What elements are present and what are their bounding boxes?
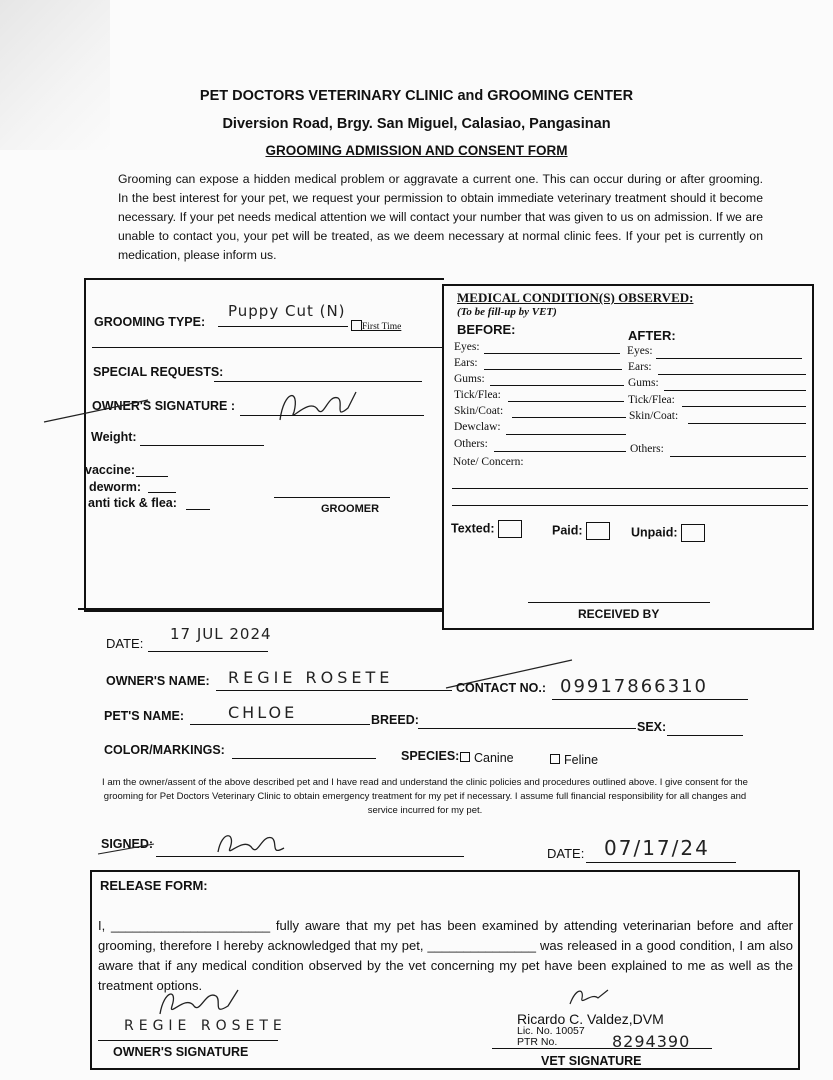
after-others-label: Others: — [630, 443, 664, 455]
owner-name-value[interactable]: REGIE ROSETE — [228, 668, 394, 687]
canine-checkbox[interactable] — [460, 752, 470, 762]
paid-checkbox[interactable] — [586, 522, 610, 540]
first-time-checkbox[interactable] — [351, 320, 362, 331]
date-value[interactable]: 17 JUL 2024 — [170, 625, 272, 643]
medical-subtitle: (To be fill-up by VET) — [457, 306, 557, 318]
form-title: GROOMING ADMISSION AND CONSENT FORM — [265, 143, 568, 158]
grooming-type-label: GROOMING TYPE: — [94, 315, 206, 329]
after-skin-line[interactable] — [688, 423, 806, 424]
contact-value[interactable]: 09917866310 — [560, 676, 708, 697]
before-tick-label: Tick/Flea: — [454, 389, 501, 401]
release-owner-signature-line — [98, 1040, 278, 1041]
before-eyes-label: Eyes: — [454, 341, 480, 353]
vet-signature-line — [492, 1048, 712, 1049]
paid-field[interactable] — [552, 522, 610, 540]
date-label: DATE: — [106, 636, 144, 651]
after-tick-label: Tick/Flea: — [628, 394, 675, 406]
before-skin-line[interactable] — [512, 417, 626, 418]
signed-date-value[interactable]: 07/17/24 — [604, 836, 710, 860]
before-others-label: Others: — [454, 438, 488, 450]
color-label: COLOR/MARKINGS: — [104, 743, 225, 757]
clinic-address: Diversion Road, Brgy. San Miguel, Calasiao, Pangasinan — [222, 116, 611, 132]
after-gums-line[interactable] — [664, 390, 806, 391]
release-title: RELEASE FORM: — [100, 878, 208, 893]
contact-line — [552, 699, 748, 700]
after-gums-label: Gums: — [628, 377, 659, 389]
before-skin-label: Skin/Coat: — [454, 405, 504, 417]
note-line-2[interactable] — [452, 505, 808, 506]
feline-checkbox[interactable] — [550, 754, 560, 764]
weight-label: Weight: — [91, 430, 137, 444]
release-owner-printed-name[interactable]: REGIE ROSETE — [124, 1018, 287, 1034]
texted-field[interactable] — [451, 520, 522, 538]
before-ears-line[interactable] — [484, 369, 622, 370]
contact-label: CONTACT NO.: — [456, 681, 547, 695]
before-label: BEFORE: — [457, 322, 516, 337]
pet-name-line — [190, 724, 370, 725]
pet-name-value[interactable]: CHLOE — [228, 703, 298, 722]
unpaid-field[interactable] — [631, 524, 705, 542]
vet-signature-scribble — [560, 984, 620, 1014]
breed-label: BREED: — [371, 713, 419, 727]
signed-date-label: DATE: — [547, 846, 585, 861]
deworm-line[interactable] — [148, 492, 176, 493]
signed-label: SIGNED: — [101, 837, 154, 851]
date-line — [148, 651, 268, 652]
sex-line[interactable] — [667, 735, 743, 736]
feline-label: Feline — [564, 753, 599, 767]
before-tick-line[interactable] — [508, 401, 624, 402]
after-tick-line[interactable] — [682, 406, 806, 407]
after-label: AFTER: — [628, 328, 676, 343]
feline-option[interactable] — [550, 753, 598, 767]
before-others-line[interactable] — [494, 451, 626, 452]
unpaid-checkbox[interactable] — [681, 524, 705, 542]
after-eyes-line[interactable] — [656, 358, 802, 359]
grooming-type-value[interactable]: Puppy Cut (N) — [228, 302, 346, 320]
before-dewclaw-line[interactable] — [506, 434, 626, 435]
left-panel-bottom — [78, 608, 444, 610]
anti-tick-line[interactable] — [186, 509, 210, 510]
owner-name-line — [216, 690, 452, 691]
before-ears-label: Ears: — [454, 357, 478, 369]
release-owner-signature-label: OWNER'S SIGNATURE — [113, 1045, 249, 1059]
vet-lic-no: Lic. No. 10057 — [517, 1025, 585, 1037]
groomer-line[interactable] — [274, 497, 390, 498]
owner-signature-label: OWNER'S SIGNATURE : — [92, 399, 236, 413]
intro-paragraph: Grooming can expose a hidden medical problem or aggravate a current one. This can occur during or after grooming. In the best interest for your pet, we request your permission to obtain immediate veterinary treatment should it become necessary. If your pet needs medical attention we will contact your number that was given to us on admission. If we are unable to contact you, your pet will be treated, as we deem necessary at normal clinic fees. If your pet is currently on medication, please inform us. — [118, 172, 763, 262]
owner-name-label: OWNER'S NAME: — [106, 674, 210, 688]
color-line[interactable] — [232, 758, 376, 759]
vaccine-line[interactable] — [136, 476, 168, 477]
signed-line[interactable] — [156, 856, 464, 857]
note-line-1[interactable] — [452, 488, 808, 489]
deworm-label: deworm: — [89, 480, 142, 494]
grooming-type-line — [218, 326, 348, 327]
after-ears-line[interactable] — [658, 374, 806, 375]
species-label: SPECIES: — [401, 749, 460, 763]
canine-label: Canine — [474, 751, 514, 765]
after-others-line[interactable] — [670, 456, 806, 457]
consent-paragraph: I am the owner/assent of the above described pet and I have read and understand the clinic policies and procedures outlined above. I give consent for the grooming for Pet Doctors Veterinary Clinic to obtain emergency treatment for my pet if necessary. I assume full financial responsibility for all changes and service incurred for my pet. — [102, 777, 748, 816]
clinic-name: PET DOCTORS VETERINARY CLINIC and GROOMING CENTER — [199, 88, 634, 104]
owner-signature-scribble — [38, 380, 398, 430]
release-paragraph: I, ______________________ fully aware that my pet has been examined by attending veterinarian before and after grooming, therefore I hereby acknowledged that my pet, _______________ was released in a good condition, I am also aware that if any medical condition observed by the vet concerning my pet have been explained to me as well as the treatment options. — [98, 918, 793, 993]
special-requests-label: SPECIAL REQUESTS: — [93, 365, 224, 379]
breed-line[interactable] — [418, 728, 636, 729]
vet-signature-label: VET SIGNATURE — [541, 1054, 642, 1068]
note-label: Note/ Concern: — [453, 456, 524, 468]
anti-tick-label: anti tick & flea: — [88, 496, 177, 510]
texted-label: Texted: — [451, 521, 495, 536]
paid-label: Paid: — [552, 523, 583, 538]
unpaid-label: Unpaid: — [631, 525, 678, 540]
vet-name: Ricardo C. Valdez,DVM — [517, 1011, 664, 1027]
vet-ptr-label: PTR No. — [517, 1036, 558, 1048]
before-eyes-line[interactable] — [484, 353, 620, 354]
received-by-label: RECEIVED BY — [578, 607, 660, 621]
before-gums-label: Gums: — [454, 373, 485, 385]
before-gums-line[interactable] — [490, 385, 624, 386]
before-dewclaw-label: Dewclaw: — [454, 421, 501, 433]
vet-ptr-value: 8294390 — [612, 1032, 691, 1051]
sex-label: SEX: — [637, 720, 667, 734]
medical-title: MEDICAL CONDITION(S) OBSERVED: — [457, 290, 694, 305]
received-by-line[interactable] — [528, 602, 710, 603]
canine-option[interactable] — [460, 751, 514, 765]
after-skin-label: Skin/Coat: — [629, 410, 679, 422]
grooming-type-extra-line — [92, 347, 442, 348]
weight-line[interactable] — [140, 445, 264, 446]
after-eyes-label: Eyes: — [627, 345, 653, 357]
texted-checkbox[interactable] — [498, 520, 522, 538]
pet-name-label: PET'S NAME: — [104, 709, 185, 723]
signed-date-line — [586, 862, 736, 863]
after-ears-label: Ears: — [628, 361, 652, 373]
first-time-label: First Time — [362, 322, 402, 332]
groomer-label: GROOMER — [321, 503, 380, 515]
vaccine-label: vaccine: — [85, 463, 136, 477]
owner-signature-line[interactable] — [240, 415, 424, 416]
